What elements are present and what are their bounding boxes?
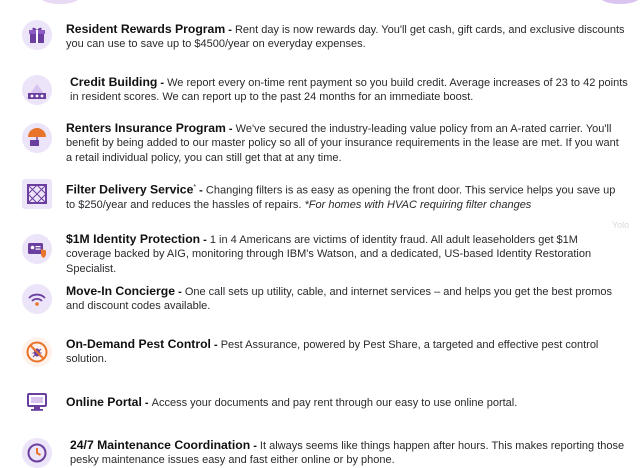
umbrella-house-icon: [22, 123, 52, 153]
item-text: [66, 284, 626, 314]
item-description: It always seems like things happen after hours. This makes reporting those pesky maintenance issues easy and fast either online or by phone.: [70, 440, 625, 467]
item-title: On-Demand Pest Control: [66, 337, 211, 351]
item-separator: -: [210, 339, 221, 351]
item-description: 1 in 4 Americans are victims of identity fraud. All adult leaseholders get $1M coverage backed by AIG, monitoring through IBM's Watson, and a dedicated, US-based Identity Restoration Specialist.: [66, 234, 592, 275]
item-separator: -: [250, 440, 260, 452]
item-title: Move-In Concierge: [66, 284, 176, 298]
item-title: Filter Delivery Service: [66, 182, 194, 197]
air-filter-icon: [22, 179, 52, 209]
item-text: [66, 181, 626, 212]
item-description: We report every on-time rent payment so you build credit. Average increases of 23 to 42 points in resident scores. We can report up to the past 24 months for an immediate boost.: [70, 77, 628, 104]
item-title: Renters Insurance Program: [66, 121, 226, 135]
item-text: [66, 22, 626, 52]
item-description: Access your documents and pay rent through our easy to use online portal.: [151, 397, 518, 409]
item-text: [66, 232, 626, 276]
no-pests-icon: [22, 337, 52, 367]
item-title: $1M Identity Protection: [66, 232, 201, 246]
item-description: We've secured the industry-leading value policy from an A-rated carrier. You'll benefit by being added to our master policy so all of your insurance requirements in the lease are met. If you want a retail individual policy, you can still get that at any time.: [66, 123, 619, 164]
watermark: Yolo: [612, 220, 630, 230]
item-separator: -: [141, 397, 152, 409]
item-title: Credit Building: [70, 75, 158, 89]
top-decoration: [0, 0, 640, 6]
gift-box-icon: [22, 20, 52, 50]
id-card-shield-icon: [22, 234, 52, 264]
item-description: One call sets up utility, cable, and internet services – and helps you get the best promos and discount codes available.: [66, 286, 613, 313]
item-text: [70, 75, 630, 105]
item-separator: -: [200, 234, 210, 246]
item-text: [66, 337, 626, 367]
item-separator: -: [157, 77, 168, 89]
item-text: [66, 121, 626, 165]
item-title: Online Portal: [66, 395, 142, 409]
wifi-plug-icon: [22, 284, 52, 314]
item-separator: -: [196, 184, 206, 197]
item-text: [70, 438, 630, 468]
item-separator: -: [175, 286, 185, 298]
item-title-sup: *: [193, 184, 197, 191]
item-title: Resident Rewards Program: [66, 22, 226, 36]
item-text: [66, 395, 626, 410]
item-separator: -: [225, 123, 236, 135]
clock-wrench-icon: [22, 438, 52, 468]
item-description: Rent day is now rewards day. You'll get cash, gift cards, and exclusive discounts you can use to save up to $4500/year on everyday expenses.: [66, 24, 625, 51]
computer-portal-icon: [22, 387, 52, 417]
item-title: 24/7 Maintenance Coordination: [70, 438, 251, 452]
item-note: *For homes with HVAC requiring filter changes: [304, 199, 532, 212]
item-description: Pest Assurance, powered by Pest Share, a targeted and effective pest control solution.: [66, 339, 599, 366]
item-separator: -: [225, 24, 235, 36]
credit-stars-icon: [22, 75, 52, 105]
item-description: Changing filters is as easy as opening the front door. This service helps you save up to $250/year and reduces the hassles of repairs.: [66, 184, 616, 212]
